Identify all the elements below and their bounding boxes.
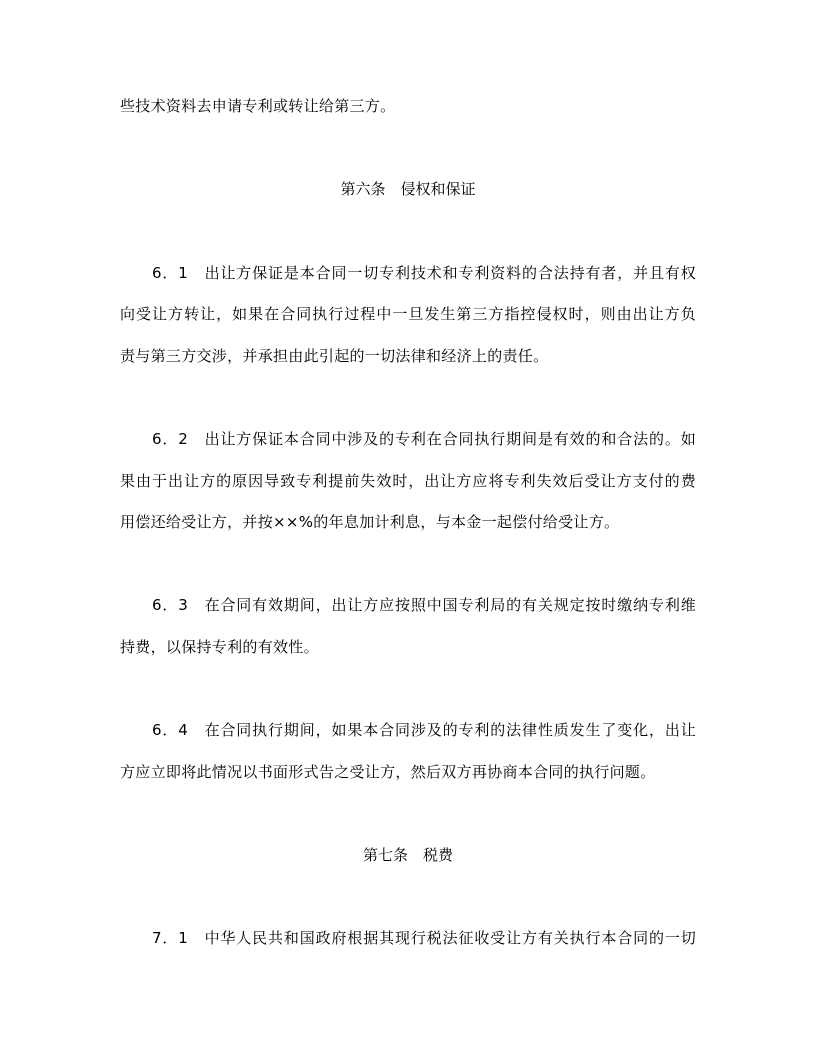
clause-6-1-line-1: 6．1 出让方保证是本合同一切专利技术和专利资料的合法持有者，并且有权: [152, 264, 696, 282]
clause-6-4-line-2: 方应立即将此情况以书面形式告之受让方，然后双方再协商本合同的执行问题。: [120, 763, 656, 781]
article-6-heading: 第六条 侵权和保证: [340, 180, 476, 198]
clause-6-3-line-1: 6．3 在合同有效期间，出让方应按照中国专利局的有关规定按时缴纳专利维: [152, 596, 696, 614]
clause-6-3-line-2: 持费，以保持专利的有效性。: [120, 638, 319, 656]
text-line-continuation: 些技术资料去申请专利或转让给第三方。: [120, 97, 396, 115]
article-7-heading: 第七条 税费: [362, 846, 453, 864]
clause-6-4-line-1: 6．4 在合同执行期间，如果本合同涉及的专利的法律性质发生了变化，出让: [152, 721, 696, 739]
clause-6-1-line-3: 责与第三方交涉，并承担由此引起的一切法律和经济上的责任。: [120, 347, 549, 365]
clause-6-1-line-2: 向受让方转让，如果在合同执行过程中一旦发生第三方指控侵权时，则由出让方负: [120, 305, 696, 323]
clause-6-2-line-1: 6．2 出让方保证本合同中涉及的专利在合同执行期间是有效的和合法的。如: [152, 430, 696, 448]
clause-6-2-line-3: 用偿还给受让方，并按××%的年息加计利息，与本金一起偿付给受让方。: [120, 513, 620, 531]
clause-7-1-line-1: 7．1 中华人民共和国政府根据其现行税法征收受让方有关执行本合同的一切: [152, 929, 696, 947]
clause-6-2-line-2: 果由于出让方的原因导致专利提前失效时，出让方应将专利失效后受让方支付的费: [120, 472, 696, 490]
